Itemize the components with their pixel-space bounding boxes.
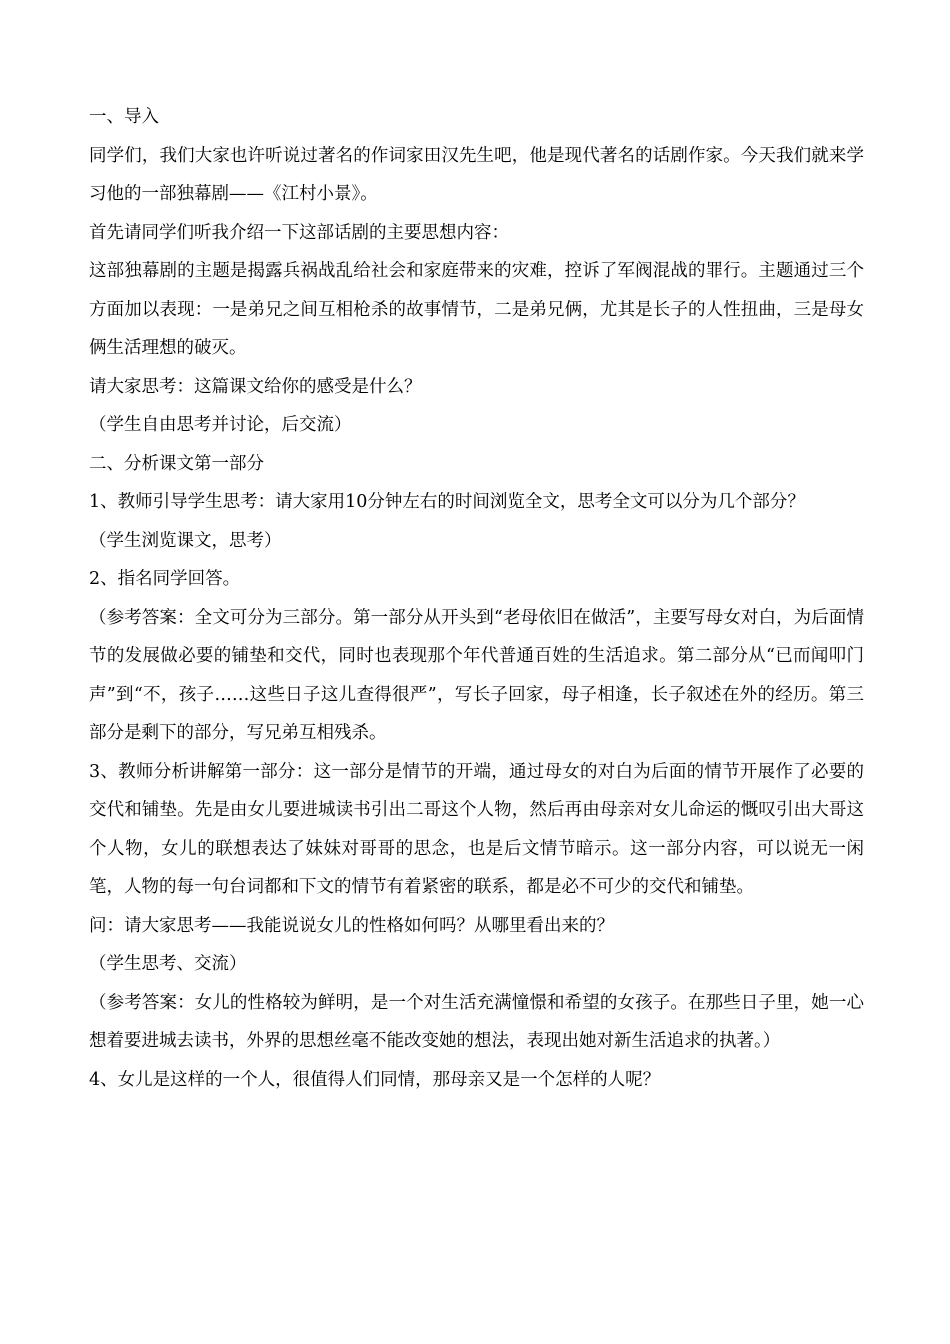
paragraph-activity: （学生自由思考并讨论，后交流） (89, 415, 352, 435)
paragraph-answer-structure: （参考答案：全文可分为三部分。第一部分从开头到“老母依旧在做活”，主要写母女对白，为后面情节的发展做必要的铺垫和交代，同时也表现那个年代普通百姓的生活追求。第二部分从“已而闻叩门声”到“不，孩子……这些日子这儿查得很严”，写长子回家，母子相逢，长子叙述在外的经历。第三部分是剩下的部分，写兄弟互相残杀。 (89, 607, 864, 743)
paragraph-prompt: 首先请同学们听我介绍一下这部话剧的主要思想内容： (89, 222, 509, 243)
document-page (89, 98, 864, 1099)
paragraph-step-1: 1、教师引导学生思考：请大家用10分钟左右的时间浏览全文，思考全文可以分为几个部分？ (89, 492, 805, 512)
paragraph-answer-daughter: （参考答案：女儿的性格较为鲜明，是一个对生活充满憧憬和希望的女孩子。在那些日子里，她一心想着要进城去读书，外界的思想丝毫不能改变她的想法，表现出她对新生活追求的执著。） (89, 992, 864, 1051)
paragraph-step-4: 4、女儿是这样的一个人，很值得人们同情，那母亲又是一个怎样的人呢？ (89, 1069, 661, 1090)
section-heading-intro: 一、导入 (89, 107, 159, 127)
paragraph-question-daughter: 问：请大家思考——我能说说女儿的性格如何吗？从哪里看出来的？ (89, 915, 614, 936)
paragraph-intro: 同学们，我们大家也许听说过著名的作词家田汉先生吧，他是现代著名的话剧作家。今天我们就来学习他的一部独幕剧——《江村小景》。 (89, 145, 864, 204)
section-heading-part-one: 二、分析课文第一部分 (89, 453, 264, 474)
paragraph-activity-discuss: （学生思考、交流） (89, 954, 247, 974)
paragraph-step-3: 3、教师分析讲解第一部分：这一部分是情节的开端，通过母女的对白为后面的情节开展作了必要的交代和铺垫。先是由女儿要进城读书引出二哥这个人物，然后再由母亲对女儿命运的慨叹引出大哥这个人物，女儿的联想表达了妹妹对哥哥的思念，也是后文情节暗示。这一部分内容，可以说无一闲笔，人物的每一句台词都和下文的情节有着紧密的联系，都是必不可少的交代和铺垫。 (89, 761, 864, 897)
paragraph-theme: 这部独幕剧的主题是揭露兵祸战乱给社会和家庭带来的灾难，控诉了军阀混战的罪行。主题通过三个方面加以表现：一是弟兄之间互相枪杀的故事情节，二是弟兄俩，尤其是长子的人性扭曲，三是母女俩生活理想的破灭。 (89, 261, 864, 358)
paragraph-step-2: 2、指名同学回答。 (89, 569, 241, 589)
paragraph-question: 请大家思考：这篇课文给你的感受是什么？ (89, 376, 422, 397)
paragraph-activity-browse: （学生浏览课文，思考） (89, 530, 282, 551)
